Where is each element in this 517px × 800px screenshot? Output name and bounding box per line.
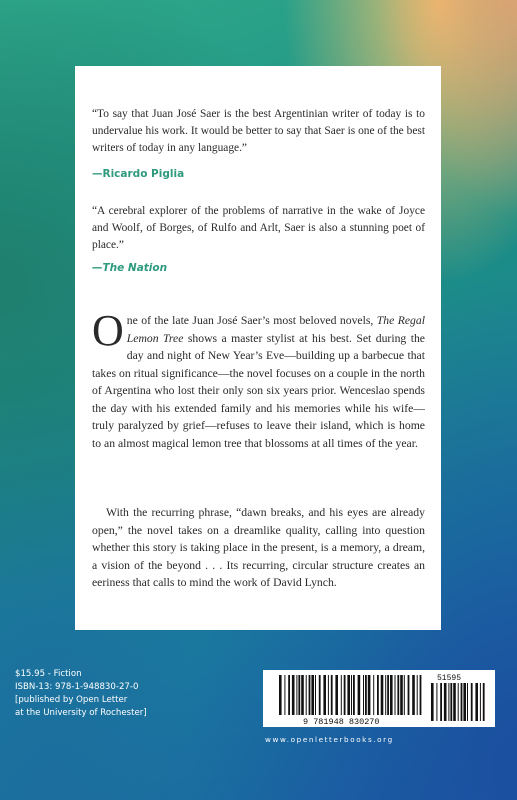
barcode-price-code: 51595 bbox=[437, 674, 462, 683]
book-title: The Regal Lemon Tree bbox=[126, 314, 425, 345]
barcode-bar bbox=[315, 675, 316, 715]
barcode-bar bbox=[436, 683, 437, 721]
barcode-bar bbox=[284, 675, 285, 715]
barcode-bar bbox=[400, 675, 403, 715]
price-line: $15.95 - Fiction bbox=[15, 669, 82, 679]
barcode-isbn-digits: 9 781948 830270 bbox=[303, 717, 380, 727]
barcode-bar bbox=[319, 675, 321, 715]
publisher-website[interactable]: www.openletterbooks.org bbox=[265, 735, 394, 744]
barcode-bar bbox=[353, 675, 355, 715]
blurb-attribution-1: —Ricardo Piglia bbox=[92, 168, 185, 180]
blurb-quote-1: “To say that Juan José Saer is the best Argentinian writer of today is to undervalue his work. It would be better to say that Saer is one of the best writers of today in any language.” bbox=[92, 108, 425, 154]
barcode-bar bbox=[444, 683, 447, 721]
blurb-attribution-2: —The Nation bbox=[92, 262, 168, 274]
barcode-bar bbox=[358, 675, 361, 715]
barcode-bar bbox=[331, 675, 333, 715]
barcode-bar bbox=[448, 683, 449, 721]
barcode-bar bbox=[458, 683, 459, 721]
barcode-bar bbox=[335, 675, 338, 715]
description-para1-text-a: ne of the late Juan José Saer’s most beloved novels, bbox=[126, 314, 377, 327]
barcode-bar bbox=[387, 675, 389, 715]
barcode-bar bbox=[323, 675, 326, 715]
barcode-bar bbox=[279, 675, 282, 715]
barcode-graphic bbox=[263, 670, 495, 727]
barcode-bar bbox=[296, 675, 297, 715]
barcode-bar bbox=[463, 683, 466, 721]
barcode-bar bbox=[347, 675, 350, 715]
barcode-bar bbox=[381, 675, 384, 715]
barcode-bar bbox=[365, 675, 367, 715]
barcode-bar bbox=[467, 683, 468, 721]
description-paragraph-1 bbox=[92, 306, 425, 452]
barcode-bar bbox=[301, 675, 304, 715]
publisher-line-2: at the University of Rochester] bbox=[15, 708, 147, 718]
barcode-bar bbox=[363, 675, 364, 715]
barcode-bar bbox=[412, 675, 415, 715]
publisher-line-1: [published by Open Letter bbox=[15, 695, 128, 705]
barcode-bar bbox=[385, 675, 386, 715]
barcode-bar bbox=[341, 675, 342, 715]
barcode-bar bbox=[440, 683, 442, 721]
barcode-bar bbox=[377, 675, 379, 715]
barcode-bar bbox=[311, 675, 314, 715]
barcode-bar bbox=[420, 675, 422, 715]
barcode-bar bbox=[408, 675, 410, 715]
barcode-bar bbox=[483, 683, 485, 721]
barcode-bar bbox=[306, 675, 307, 715]
barcode-bar bbox=[417, 675, 418, 715]
barcode-bar bbox=[373, 675, 374, 715]
barcode-bar bbox=[390, 675, 393, 715]
barcode-bar bbox=[450, 683, 452, 721]
barcode-bar bbox=[351, 675, 352, 715]
blurb-quote-2: “A cerebral explorer of the problems of narrative in the wake of Joyce and Woolf, of Borges, of Rulfo and Arlt, Saer is also a stunning poet of place.” bbox=[92, 205, 425, 251]
barcode-bar bbox=[453, 683, 456, 721]
barcode-bar bbox=[475, 683, 478, 721]
barcode-bar bbox=[292, 675, 295, 715]
barcode-bar bbox=[298, 675, 300, 715]
barcode-bar bbox=[395, 675, 396, 715]
barcode bbox=[263, 670, 495, 727]
drop-cap: O bbox=[92, 306, 124, 355]
barcode-bar bbox=[404, 675, 405, 715]
barcode-bar bbox=[309, 675, 311, 715]
barcode-bar bbox=[344, 675, 346, 715]
back-cover-text-panel bbox=[75, 66, 441, 630]
barcode-bar bbox=[461, 683, 463, 721]
isbn-line: ISBN-13: 978-1-948830-27-0 bbox=[15, 682, 139, 692]
barcode-bar bbox=[431, 683, 434, 721]
barcode-bar bbox=[397, 675, 399, 715]
barcode-bar bbox=[288, 675, 290, 715]
description-paragraph-2: With the recurring phrase, “dawn breaks, and his eyes are already open,” the novel takes on a dreamlike quality, calling into question whether this story is taking place in the present, is a memory, a dream, a vision of the beyond . . . Its recurring, circular structure creates an eeriness that calls to mind the work of David Lynch. bbox=[92, 506, 425, 589]
barcode-bar bbox=[328, 675, 329, 715]
barcode-bar bbox=[368, 675, 371, 715]
pricing-info bbox=[15, 668, 235, 720]
barcode-bar bbox=[480, 683, 481, 721]
barcode-bar bbox=[471, 683, 473, 721]
description-para1-text-b: shows a master stylist at his best. Set during the day and night of New Year’s Eve—building up a barbecue that takes on ritual significance—the novel focuses on a couple in the north of Argentina who lost their only son six years prior. Wenceslao spends the day with his extended family and his memories while his wife—truly paralyzed by grief—refuses to leave their island, which is home to an almost magical lemon tree that blossoms at all times of the year. bbox=[92, 331, 425, 450]
